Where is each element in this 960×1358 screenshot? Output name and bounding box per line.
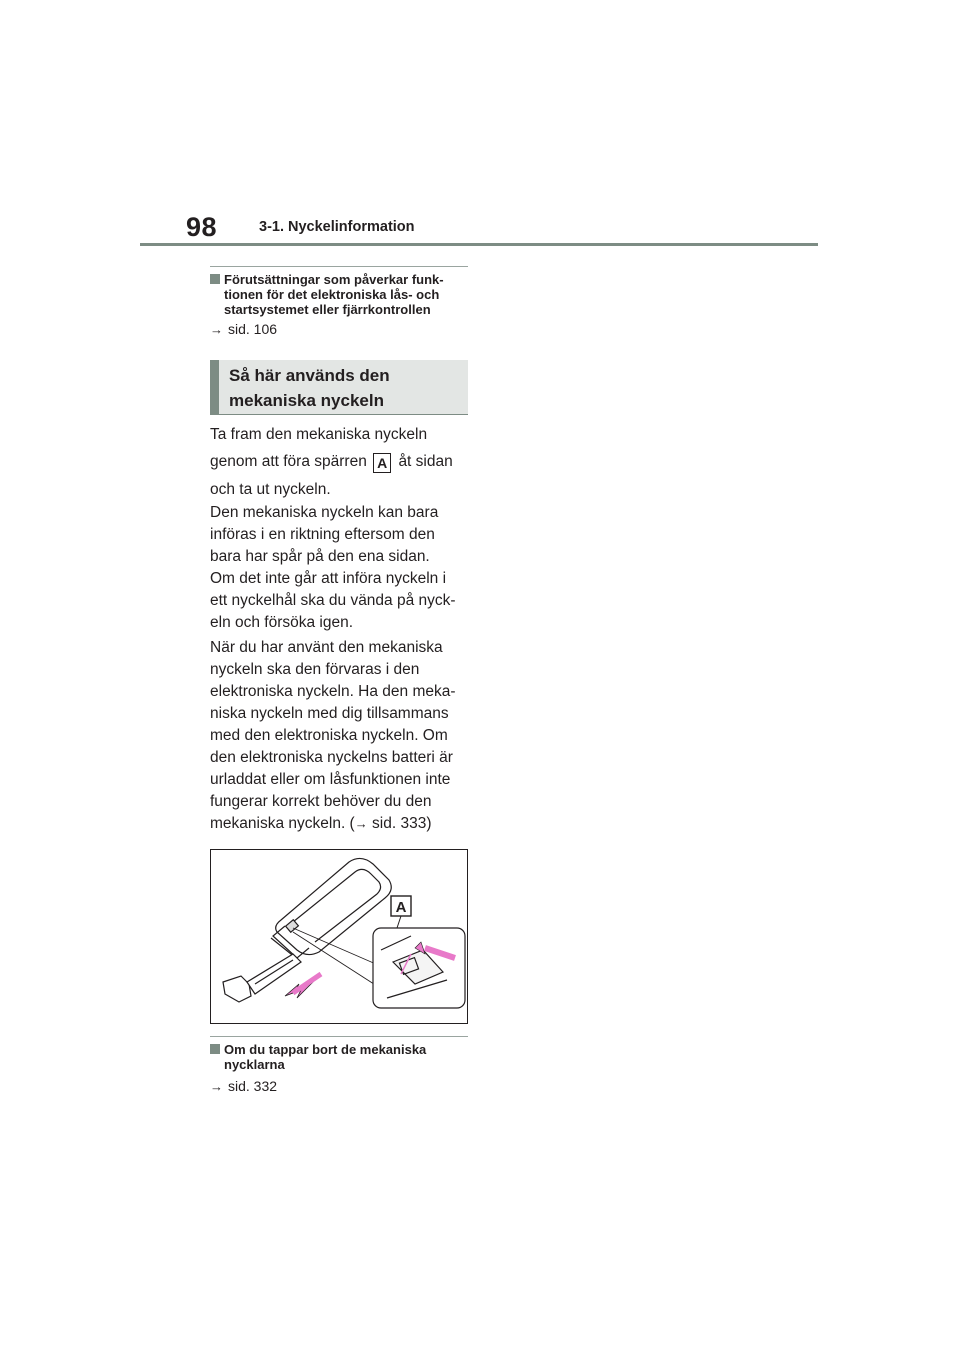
body-line-with-label [210, 453, 453, 473]
subheading-text [210, 272, 468, 317]
reference-arrow-icon: → [210, 1079, 223, 1094]
body-line: niska nyckeln med dig tillsammans [210, 705, 449, 722]
callout-label-a [391, 896, 411, 928]
body-line: eln och försöka igen. [210, 614, 354, 631]
subheading-line: Förutsättningar som påverkar funk- [224, 272, 444, 287]
header-rule [140, 243, 818, 246]
detail-circle [373, 928, 465, 1008]
subheading-line: startsystemet eller fjärrkontrollen [224, 302, 431, 317]
body-line: införas i en riktning eftersom den [210, 526, 435, 543]
label-a-badge: A [373, 453, 391, 473]
section-title: 3-1. Nyckelinformation [259, 219, 415, 235]
page-number: 98 [186, 212, 218, 242]
body-line: med den elektroniska nyckeln. Om [210, 727, 448, 744]
page-reference[interactable] [210, 1078, 277, 1094]
reference-text: sid. 106 [228, 321, 278, 337]
subheading-text [210, 1042, 468, 1072]
body-line: Den mekaniska nyckeln kan bara [210, 504, 439, 521]
body-line: När du har använt den mekaniska [210, 639, 443, 656]
body-text: åt sidan [398, 453, 453, 470]
body-line: den elektroniska nyckelns batteri är [210, 749, 453, 766]
body-line: ett nyckelhål ska du vända på nyck- [210, 592, 456, 609]
key-illustration [210, 849, 468, 1024]
body-line: nyckeln ska den förvaras i den [210, 661, 420, 678]
reference-text: sid. 332 [228, 1078, 278, 1094]
subheading-line: Om du tappar bort de mekaniska [224, 1042, 427, 1057]
section-heading-line: Så här används den [229, 366, 390, 385]
section-heading [229, 363, 390, 413]
square-bullet-icon [210, 1044, 220, 1054]
body-line: urladdat eller om låsfunktionen inte [210, 771, 451, 788]
body-line: bara har spår på den ena sidan. [210, 548, 430, 565]
body-line-with-reference [210, 815, 432, 833]
page-reference[interactable] [210, 321, 277, 337]
section-heading-line: mekaniska nyckeln [229, 391, 384, 410]
key-illustration-svg [211, 850, 467, 1023]
body-line: elektroniska nyckeln. Ha den meka- [210, 683, 456, 700]
heading-accent-bar [210, 360, 219, 414]
reference-arrow-icon: → [354, 816, 368, 831]
square-bullet-icon [210, 274, 220, 284]
body-text: genom att föra spärren [210, 453, 367, 470]
subheading-conditions [210, 266, 468, 317]
body-line: fungerar korrekt behöver du den [210, 793, 432, 810]
section-heading-box [210, 360, 468, 415]
pull-arrow-icon [285, 974, 321, 998]
body-line: och ta ut nyckeln. [210, 481, 331, 498]
reference-arrow-icon: → [210, 322, 223, 337]
reference-link[interactable]: sid. 333) [367, 815, 432, 832]
body-line: Ta fram den mekaniska nyckeln [210, 426, 428, 443]
body-line: Om det inte går att införa nyckeln i [210, 570, 447, 587]
body-text: mekaniska nyckeln. ( [210, 815, 355, 832]
subheading-lost-keys [210, 1036, 468, 1072]
callout-label-text: A [395, 899, 407, 916]
subheading-line: tionen för det elektroniska lås- och [224, 287, 440, 302]
subheading-line: nycklarna [224, 1057, 285, 1072]
